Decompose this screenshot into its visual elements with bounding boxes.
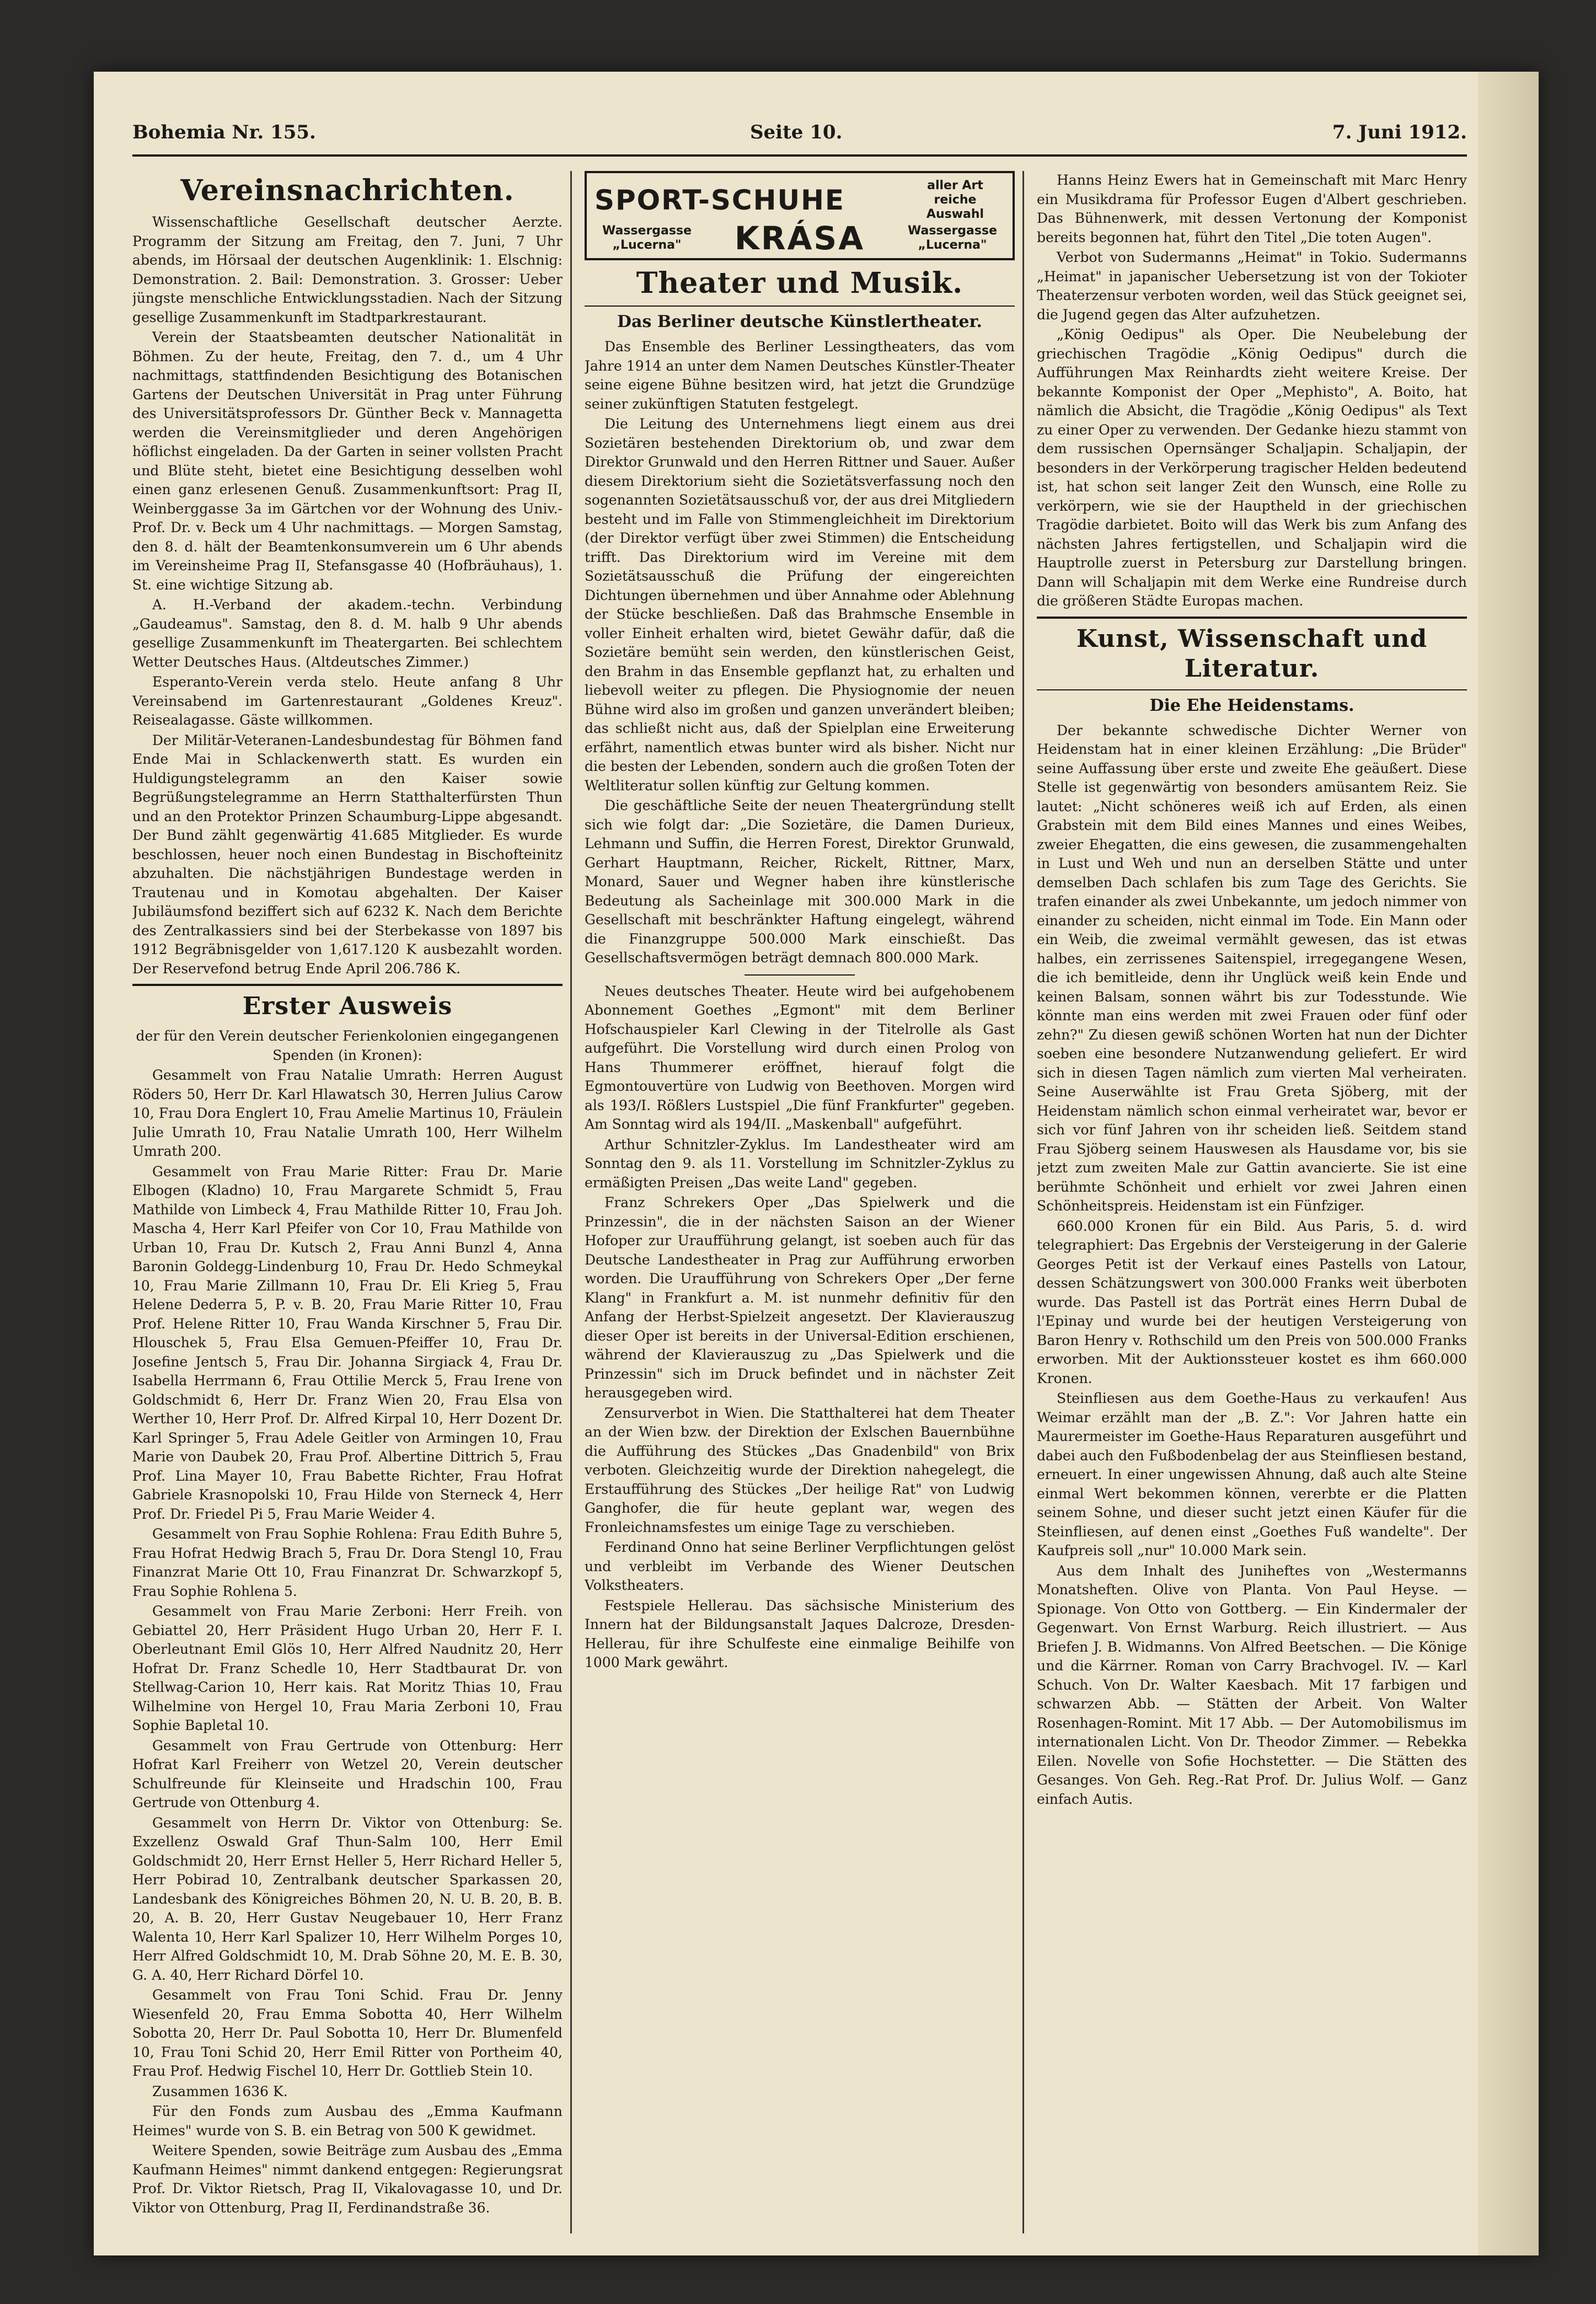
news-item: Hanns Heinz Ewers hat in Gemeinschaft mit Marc Henry ein Musikdrama für Professor Eugen d'Albert geschrieben. Das Bühnenwerk, mit dessen Vertonung der Komponist bereits begonnen hat, führt den Titel „Die toten Augen". [1037,172,1467,245]
divider [745,974,855,976]
news-item: Zensurverbot in Wien. Die Statthalterei hat dem Theater an der Wien bzw. der Direktion der Exlschen Bauernbühne die Aufführung des Stückes „Das Gnadenbild" von Brix verboten. Gleichzeitig wurde der Direktion nahegelegt, die Erstaufführung des Stückes „Der heilige Rat" von Ludwig Ganghofer, die für heute geplant war, wegen des Fronleichnamsfestes um einige Tage zu verschieben. [585,1405,1015,1535]
news-item: Franz Schrekers Oper „Das Spielwerk und die Prinzessin", die in der nächsten Saison an der Wiener Hofoper zur Uraufführung gelangt, ist soeben auch für das Deutsche Landestheater in Prag zur Aufführung erworben worden. Die Uraufführung von Schrekers Oper „Der ferne Klang" in Frankfurt a. M. ist nunmehr definitiv für den Anfang der Herbst-Spielzeit angesetzt. Der Klavierauszug dieser Oper ist bereits in der Universal-Edition erschienen, während der Klavierauszug zu „Das Spielwerk und die Prinzessin" sich im Druck befindet und in nächster Zeit herausgegeben wird. [585,1194,1015,1401]
ad-address-left: Wassergasse „Lucerna" [602,224,692,252]
column-1 [132,171,563,2233]
donation-list: Gesammelt von Herrn Dr. Viktor von Ottenburg: Se. Exzellenz Oswald Graf Thun-Salm 100, Herr Emil Goldschmidt 20, Herr Ernst Heller 5, Herr Richard Heller 5, Herr Pobirad 10, Zentralbank deutscher Sparkassen 20, Landesbank des Königreiches Böhmen 20, N. U. B. 20, B. B. 20, A. B. 20, Herr Gustav Neugebauer 10, Herr Franz Walenta 10, Herr Karl Spalizer 10, Herr Wilhelm Porges 10, Herr Alfred Goldschmidt 10, M. Drab Söhne 20, M. E. B. 30, G. A. 40, Herr Richard Dörfel 10. [132,1814,563,1983]
donation-list: Gesammelt von Frau Sophie Rohlena: Frau Edith Buhre 5, Frau Hofrat Hedwig Brach 5, Frau Dr. Dora Stengl 10, Frau Finanzrat Marie Ott 10, Frau Finanzrat Dr. Schwarzkopf 5, Frau Sophie Rohlena 5. [132,1526,563,1599]
article-paragraph: Der Militär-Veteranen-Landesbundestag für Böhmen fand Ende Mai in Schlackenwerth statt. Es wurden ein Huldigungstelegramm an den Kaiser sowie Begrüßungstelegramme an Herrn Statthalterfürsten Thun und an den Protektor Prinzen Schaumburg-Lippe abgesandt. Der Bund zählt gegenwärtig 41.685 Mitglieder. Es wurde beschlossen, heuer noch einen Bundestag in Bischofteinitz abzuhalten. Die nächstjährigen Bundestage werden in Trautenau und in Komotau abgehalten. Der Kaiser Jubiläumsfond beziffert sich auf 6232 K. Nach dem Berichte des Zentralkassiers sind bei der Sterbekasse von 1897 bis 1912 Begräbnisgelder von 1,617.120 K ausbezahlt worden. Der Reservefond betrug Ende April 206.786 K. [132,732,563,977]
donation-list: Gesammelt von Frau Marie Ritter: Frau Dr. Marie Elbogen (Kladno) 10, Frau Margarete Schmidt 5, Frau Mathilde von Limbeck 4, Frau Mathilde Ritter 10, Frau Joh. Mascha 4, Herr Karl Pfeifer von Cor 10, Frau Mathilde von Urban 10, Frau Dr. Kutsch 2, Frau Anni Bunzl 4, Anna Baronin Goldegg-Lindenburg 10, Frau Dr. Hedo Schmeykal 10, Frau Marie Zillmann 10, Frau Dr. Eli Krieg 5, Frau Helene Dederra 5, P. v. B. 20, Frau Marie Ritter 10, Frau Prof. Helene Ritter 10, Frau Wanda Kirschner 5, Frau Dir. Hlouschek 5, Frau Elsa Gemuen-Pfeiffer 10, Frau Dr. Josefine Jentsch 5, Frau Dir. Johanna Sirgiack 4, Frau Dr. Isabella Herrmann 6, Frau Ottilie Merck 5, Frau Irene von Goldschmidt 6, Herr Dr. Franz Wien 20, Frau Elsa von Werther 10, Herr Prof. Dr. Alfred Kirpal 10, Herr Dozent Dr. Karl Springer 5, Frau Adele Geitler von Armingen 10, Frau Marie von Daubek 20, Frau Prof. Albertine Dittrich 5, Frau Prof. Lina Mayer 10, Frau Babette Richter, Frau Hofrat Gabriele Krasnopolski 10, Frau Hilde von Sterneck 4, Herr Prof. Dr. Friedel Pi 5, Frau Marie Weider 4. [132,1163,563,1522]
header-rule [132,154,1467,157]
section-rule [1037,689,1467,690]
article-paragraph: Das Ensemble des Berliner Lessingtheaters, das vom Jahre 1914 an unter dem Namen Deutsches Künstler-Theater seine eigene Bühne besitzen wird, hat jetzt die Grundzüge seiner zukünftigen Statuten festgelegt. [585,339,1015,412]
section-title-vereinsnachrichten: Vereinsnachrichten. [180,174,515,207]
article-paragraph: Esperanto-Verein verda stelo. Heute anfang 8 Uhr Vereinsabend im Gartenrestaurant „Goldenes Kreuz". Reisealagasse. Gäste willkommen. [132,674,563,728]
advertisement-sport-schuhe [585,171,1015,260]
news-item: Neues deutsches Theater. Heute wird bei aufgehobenem Abonnement Goethes „Egmont" mit dem Berliner Hofschauspieler Karl Clewing in der Titelrolle als Gast aufgeführt. Die Vorstellung wird durch einen Prolog von Hans Thummerer eröffnet, hierauf folgt die Egmontouvertüre von Ludwig von Beethoven. Morgen wird als 193/I. Rößlers Lustspiel „Die fünf Frankfurter" gegeben. Am Sonntag wird als 194/II. „Maskenball" aufgeführt. [585,983,1015,1132]
article-paragraph: Die Leitung des Unternehmens liegt einem aus drei Sozietären bestehenden Direktorium ob, und zwar dem Direktor Grunwald und den Herren Rittner und Sauer. Außer diesem Direktorium sieht die Sozietätsverfassung noch den sogenannten Sozietätsausschuß vor, der aus drei Mitgliedern besteht und im Falle von Stimmengleichheit im Direktorium (der Direktor verfügt über zwei Stimmen) die Entscheidung trifft. Das Direktorium wird im Vereine mit dem Sozietätsausschuß die Prüfung der eingereichten Dichtungen übernehmen und über Annahme oder Ablehnung der Stücke beschließen. Daß das Brahmsche Ensemble in voller Einheit erhalten wird, bietet Gewähr dafür, daß die Sozietäre bemüht sein werden, den künstlerischen Geist, den Brahm in das Ensemble gepflanzt hat, zu erhalten und liebevoll weiter zu pflegen. Die Physiognomie der neuen Bühne wird also im großen und ganzen unverändert bleiben; das schließt nicht aus, daß der Spielplan eine Erweiterung erfährt, namentlich etwas bunter wird als bisher. Nicht nur die besten der Lebenden, sondern auch die großen Toten der Weltliteratur sollen künftig zur Geltung kommen. [585,416,1015,794]
article-paragraph: Wissenschaftliche Gesellschaft deutscher Aerzte. Programm der Sitzung am Freitag, den 7. Juni, 7 Uhr abends, im Hörsaal der deutschen Augenklinik: 1. Elschnig: Demonstration. 2. Bail: Demonstration. 3. Grosser: Ueber jüngste menschliche Entwicklungsstadien. Nach der Sitzung gesellige Zusammenkunft im Stadtparkrestaurant. [132,214,563,325]
header-date: 7. Juni 1912. [1332,121,1467,143]
news-item: Aus dem Inhalt des Juniheftes von „Westermanns Monatsheften. Olive von Planta. Von Paul Heyse. — Spionage. Von Otto von Gottberg. — Ein Kindermaler der Gegenwart. Von Ernst Warburg. Reich illustriert. — Aus Briefen J. B. Widmanns. Von Alfred Beetschen. — Die Könige und die Kärrner. Roman von Carry Brachvogel. IV. — Karl Schuch. Von Dr. Walter Kaesbach. Mit 17 farbigen und schwarzen Abb. — Stätten der Arbeit. Von Walter Rosenhagen-Romint. Mit 17 Abb. — Der Automobilismus im internationalen Licht. Von Dr. Theodor Zimmer. — Rebekka Eilen. Novelle von Sofie Hochstetter. — Die Stätten des Gesanges. Von Geh. Reg.-Rat Prof. Dr. Julius Wolf. — Ganz einfach Autis. [1037,1562,1467,1807]
news-item: 660.000 Kronen für ein Bild. Aus Paris, 5. d. wird telegraphiert: Das Ergebnis der Versteigerung in der Galerie Georges Petit ist der Verkauf eines Pastells von Latour, dessen Schätzungswert von 300.000 Franks weit überboten wurde. Das Pastell ist das Porträt eines Herrn Dubal de l'Epinay und wurde bei der heutigen Versteigerung von Baron Henry v. Rothschild um den Preis von 500.000 Franks erworben. Mit der Auktionssteuer kostet es ihm 660.000 Kronen. [1037,1218,1467,1386]
column-3 [1037,171,1467,2233]
newspaper-page [94,72,1539,2255]
section-rule [1037,617,1467,619]
column-separator [570,171,572,2233]
article-paragraph: Der bekannte schwedische Dichter Werner von Heidenstam hat in einer kleinen Erzählung: „Die Brüder" seine Auffassung über erste und zweite Ehe geäußert. Diese Stelle ist gegenwärtig von besonders amüsantem Reiz. Sie lautet: „Nicht schöneres weiß ich auf Erden, als einen Grabstein mit dem Bild eines Mannes und eines Weibes, zweier Ehegatten, die eins gewesen, die zusammengehalten in Lust und Weh und nun an derselben Stätte und unter demselben Dach schlafen bis zum Tage des Gerichts. Sie trafen einander als zwei Unbekannte, um jedoch nimmer von einander zu scheiden, nicht einmal im Tode. Ein Mann oder ein Weib, die zweimal vermählt gewesen, das ist etwas halbes, ein zerrissenes Saitenspiel, irregegangene Wesen, die ich bemitleide, denn ihr Unglück weiß kein Ende und keinen Balsam, sonnen währt bis zur Todesstunde. Wie könnte man eins werden mit zwei Frauen oder fünf oder zehn?" Zu diesen gewiß schönen Worten hat nun der Dichter soeben eine besondere Nutzanwendung geliefert. Er wird sich in diesen Tagen nämlich zum vierten Mal verheiraten. Seine Auserwählte ist Frau Greta Sjöberg, mit der Heidenstam nämlich schon einmal verheiratet war, bevor er sich vor fünf Jahren von ihr scheiden ließ. Seitdem stand Frau Sjöberg seinem Hauswesen als Hausdame vor, bis sie jetzt zum zweiten Male zur Gattin avancierte. Sie ist eine berühmte Schönheit und erhielt vor zwei Jahren einen Schönheitspreis. Heidenstam ist ein Fünfziger. [1037,722,1467,1214]
donation-note: Weitere Spenden, sowie Beiträge zum Ausbau des „Emma Kaufmann Heimes" nimmt dankend entgegen: Regierungsrat Prof. Dr. Viktor Rietsch, Prag II, Vikalovagasse 10, und Dr. Viktor von Ottenburg, Prag II, Ferdinandstraße 36. [132,2142,563,2216]
news-item: Ferdinand Onno hat seine Berliner Verpflichtungen gelöst und verbleibt im Verbande des Wiener Deutschen Volkstheaters. [585,1539,1015,1593]
section-title-erster-ausweis: Erster Ausweis [242,992,453,1020]
page-edge-shadow [1478,72,1539,2255]
column-2 [585,171,1015,2233]
donation-note: Für den Fonds zum Ausbau des „Emma Kaufmann Heimes" wurde von S. B. ein Betrag von 500 K gewidmet. [132,2103,563,2139]
ad-headline: SPORT-SCHUHE [595,184,845,216]
donation-list: Gesammelt von Frau Natalie Umrath: Herren August Röders 50, Herr Dr. Karl Hlawatsch 30, Herren Julius Carow 10, Frau Dora Englert 10, Frau Amelie Martinus 10, Fräulein Julie Umrath 10, Frau Natalie Umrath 100, Herr Wilhelm Umrath 200. [132,1067,563,1159]
section-title-theater-und-musik: Theater und Musik. [636,266,963,300]
header-page-number: Seite 10. [750,121,843,143]
ad-shop-name: KRÁSA [734,219,865,257]
article-paragraph: A. H.-Verband der akadem.-techn. Verbindung „Gaudeamus". Samstag, den 8. d. M. halb 9 Uhr abends gesellige Zusammenkunft im Theatergarten. Bei schlechtem Wetter Deutsches Haus. (Altdeutsches Zimmer.) [132,597,563,670]
news-item: Arthur Schnitzler-Zyklus. Im Landestheater wird am Sonntag den 9. als 11. Vorstellung im Schnitzler-Zyklus zu ermäßigten Preisen „Das weite Land" gegeben. [585,1136,1015,1191]
section-title-kunst-wissenschaft-literatur: Kunst, Wissenschaft und Literatur. [1076,624,1428,683]
donation-list: Gesammelt von Frau Marie Zerboni: Herr Freih. von Gebiattel 20, Herr Präsident Hugo Urban 20, Herr F. I. Oberleutnant Emil Glös 10, Herr Alfred Naudnitz 20, Herr Hofrat Dr. Franz Schedle 10, Herr Stadtbaurat Dr. von Stellwag-Carion 10, Herr kais. Rat Moritz Thias 10, Frau Wilhelmine von Hergel 10, Frau Maria Zerboni 10, Frau Sophie Bapletal 10. [132,1603,563,1733]
ad-address-right: Wassergasse „Lucerna" [908,224,997,252]
section-intro: der für den Verein deutscher Ferienkolonien eingegangenen Spenden (in Kronen): [136,1028,559,1063]
news-item: Verbot von Sudermanns „Heimat" in Tokio. Sudermanns „Heimat" in japanischer Uebersetzung ist von der Tokioter Theaterzensur verboten worden, weil das Stück geeignet sei, die Jugend gegen das Alter aufzuhetzen. [1037,249,1467,323]
ad-slogan: aller Art reiche Auswahl [926,179,984,221]
article-paragraph: Die geschäftliche Seite der neuen Theatergründung stellt sich wie folgt dar: „Die Sozietäre, die Damen Durieux, Lehmann und Suffin, die Herren Forest, Direktor Grunwald, Gerhart Hauptmann, Reicher, Rickelt, Rittner, Marx, Monard, Sauer und Wegner haben ihre künstlerische Bedeutung als Sacheinlage mit 300.000 Mark in die Gesellschaft mit beschränkter Haftung eingelegt, während die Finanzgruppe 500.000 Mark einschießt. Das Gesellschaftsvermögen beträgt demnach 800.000 Mark. [585,797,1015,966]
article-title: Die Ehe Heidenstams. [1149,695,1354,715]
donation-total: Zusammen 1636 K. [152,2083,288,2099]
column-separator [1022,171,1024,2233]
donation-list: Gesammelt von Frau Toni Schid. Frau Dr. Jenny Wiesenfeld 20, Frau Emma Sobotta 40, Herr Wilhelm Sobotta 20, Herr Dr. Paul Sobotta 10, Herr Dr. Blumenfeld 10, Frau Toni Schid 20, Herr Emil Ritter von Portheim 40, Frau Prof. Hedwig Fischel 10, Herr Dr. Gottlieb Stein 10. [132,1987,563,2079]
news-item: Festspiele Hellerau. Das sächsische Ministerium des Innern hat der Bildungsanstalt Jaques Dalcroze, Dresden-Hellerau, für ihre Schulfeste eine einmalige Beihilfe von 1000 Mark gewährt. [585,1597,1015,1670]
donation-list: Gesammelt von Frau Gertrude von Ottenburg: Herr Hofrat Karl Freiherr von Wetzel 20, Verein deutscher Schulfreunde für Kleinseite und Hradschin 100, Frau Gertrude von Ottenburg 4. [132,1737,563,1810]
article-title: Das Berliner deutsche Künstlertheater. [617,312,982,331]
header-issue: Bohemia Nr. 155. [132,121,316,143]
article-paragraph: Verein der Staatsbeamten deutscher Nationalität in Böhmen. Zu der heute, Freitag, den 7. d., um 4 Uhr nachmittags, stattfindenden Besichtigung des Botanischen Gartens der Deutschen Universität in Prag unter Führung des Universitätsprofessors Dr. Günther Beck v. Mannagetta werden die Vereinsmitglieder und deren Angehörigen höflichst eingeladen. Da der Garten in seiner vollsten Pracht und Blüte steht, bietet eine Besichtigung desselben wohl einen ganz erlesenen Genuß. Zusammenkunftsort: Prag II, Weinberggasse 3a im Gärtchen vor der Wohnung des Univ.-Prof. Dr. v. Beck um 4 Uhr nachmittags. — Morgen Samstag, den 8. d. hält der Beamtenkonsumverein um 6 Uhr abends im Vereinsheime Prag II, Stefansgasse 40 (Hofbräuhaus), 1. St. eine wichtige Sitzung ab. [132,329,563,593]
section-rule [132,984,563,986]
news-item: „König Oedipus" als Oper. Die Neubelebung der griechischen Tragödie „König Oedipus" durch die Aufführungen Max Reinhardts zieht weitere Kreise. Der bekannte Komponist der Oper „Mephisto", A. Boito, hat nämlich die Absicht, die Tragödie „König Oedipus" als Text zu einer Oper zu verwenden. Der Gedanke hiezu stammt von dem russischen Opernsänger Schaljapin. Schaljapin, der besonders in der Verkörperung tragischer Helden bedeutend ist, hat schon seit langer Zeit den Wunsch, eine Rolle zu verkörpern, wie sie der Hauptheld in der griechischen Tragödie darbietet. Boito will das Werk bis zum Anfang des nächsten Jahres fertigstellen, und Schaljapin wird die Hauptrolle zuerst in Petersburg zur Darstellung bringen. Dann will Schaljapin mit dem Werke eine Rundreise durch die größeren Städte Europas machen. [1037,326,1467,609]
news-item: Steinfliesen aus dem Goethe-Haus zu verkaufen! Aus Weimar erzählt man der „B. Z.": Vor Jahren hatte ein Maurermeister im Goethe-Haus Reparaturen ausgeführt und dabei auch den Fußbodenbelag der aus Steinfliesen bestand, erneuert. In einer ungewissen Ahnung, daß auch alte Steine einmal Wert bekommen können, vererbte er die Platten seinem Sohne, und dieser sucht jetzt einen Käufer für die Steinfliesen, auf denen einst „Goethes Fuß wandelte". Der Kaufpreis soll „nur" 10.000 Mark sein. [1037,1390,1467,1558]
section-rule [585,306,1015,307]
